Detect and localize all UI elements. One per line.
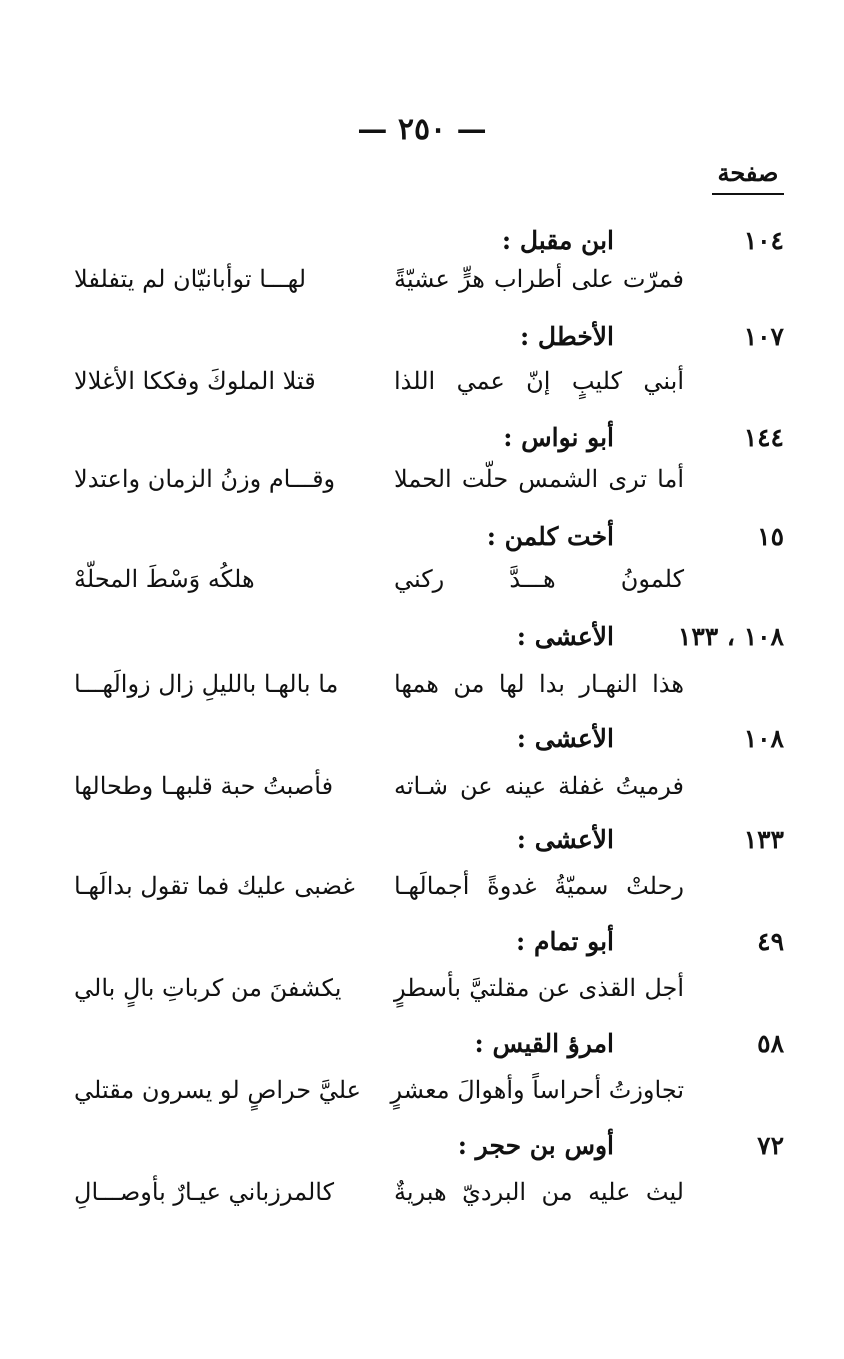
verse-second-hemistich: كالمرزباني عيـارٌ بأوصـــالِ <box>74 1178 334 1206</box>
entry-heading <box>60 724 784 764</box>
entry-poet: الأعشى : <box>516 622 614 651</box>
entry-page-ref: ٥٨ <box>757 1029 784 1058</box>
verse-line <box>74 367 684 407</box>
entry-heading <box>60 622 784 662</box>
verse-second-hemistich: هلكُه وَسْطَ المحلّهْ <box>74 565 255 593</box>
entry-poet: أوس بن حجر : <box>457 1131 614 1160</box>
verse-line <box>74 872 684 912</box>
verse-second-hemistich: عليَّ حراصٍ لو يسرون مقتلي <box>74 1076 361 1104</box>
verse-first-hemistich: هذا النهـار بدا لها من همها <box>394 670 684 698</box>
entry-poet: الأخطل : <box>519 322 614 351</box>
verse-first-hemistich: كلمونُ هـــدَّ ركني <box>394 565 684 593</box>
entry-heading <box>60 1029 784 1069</box>
verse-line <box>74 974 684 1014</box>
entry-heading <box>60 1131 784 1171</box>
verse-second-hemistich: يكشفنَ من كرباتِ بالٍ بالي <box>74 974 342 1002</box>
verse-first-hemistich: رحلتْ سميّةُ غدوةً أجمالَهـا <box>394 872 684 900</box>
entry-page-ref: ١٣٣ <box>743 825 784 854</box>
verse-second-hemistich: ما بالهـا بالليلِ زال زوالَهـــا <box>74 670 339 698</box>
page-number: — ٢٥٠ — <box>357 112 487 147</box>
verse-first-hemistich: ليث عليه من البرديّ هبريةٌ <box>394 1178 684 1206</box>
verse-second-hemistich: لهـــا توأبانيّان لم يتفلفلا <box>74 265 307 293</box>
verse-line <box>74 1076 684 1116</box>
entry-page-ref: ١٠٨ <box>743 724 784 753</box>
verse-line <box>74 465 684 505</box>
verse-first-hemistich: فمرّت على أطراب هرٍّ عشيّةً <box>394 265 684 293</box>
entry-poet: أخت كلمن : <box>486 522 614 551</box>
entry-heading <box>60 226 784 266</box>
entry-heading <box>60 927 784 967</box>
entry-heading <box>60 522 784 562</box>
verse-first-hemistich: أبني كليبٍ إنّ عمي اللذا <box>394 367 684 395</box>
entry-page-ref: ١٠٨ ، ١٣٣ <box>677 622 784 651</box>
verse-second-hemistich: غضبى عليك فما تقول بدالَهـا <box>74 872 355 900</box>
entry-page-ref: ٧٢ <box>757 1131 784 1160</box>
entry-poet: أبو تمام : <box>516 927 614 956</box>
verse-first-hemistich: فرميتُ غفلة عينه عن شـاته <box>394 772 684 800</box>
entry-poet: الأعشى : <box>516 724 614 753</box>
entry-heading <box>60 825 784 865</box>
entry-page-ref: ١٥ <box>757 522 784 551</box>
verse-line <box>74 265 684 305</box>
verse-first-hemistich: تجاوزتُ أحراساً وأهوالَ معشرٍ <box>390 1076 684 1104</box>
verse-line <box>74 565 684 605</box>
entry-page-ref: ١٤٤ <box>743 423 784 452</box>
entry-poet: امرؤ القيس : <box>474 1029 614 1058</box>
page-column-header: صفحة <box>712 158 784 195</box>
verse-second-hemistich: قتلا الملوكَ وفككا الأغلالا <box>74 367 316 395</box>
entry-page-ref: ٤٩ <box>757 927 784 956</box>
verse-first-hemistich: أما ترى الشمس حلّت الحملا <box>394 465 684 493</box>
verse-line <box>74 1178 684 1218</box>
entry-heading <box>60 322 784 362</box>
entry-heading <box>60 423 784 463</box>
entry-poet: الأعشى : <box>516 825 614 854</box>
verse-first-hemistich: أجل القذى عن مقلتيَّ بأسطرٍ <box>394 974 684 1002</box>
entry-poet: ابن مقبل : <box>501 226 614 255</box>
verse-line <box>74 772 684 812</box>
verse-line <box>74 670 684 710</box>
entry-poet: أبو نواس : <box>503 423 614 452</box>
verse-second-hemistich: فأصبتُ حبة قلبهـا وطحالها <box>74 772 334 800</box>
entry-page-ref: ١٠٤ <box>743 226 784 255</box>
entry-page-ref: ١٠٧ <box>743 322 784 351</box>
verse-second-hemistich: وقـــام وزنُ الزمان واعتدلا <box>74 465 336 493</box>
